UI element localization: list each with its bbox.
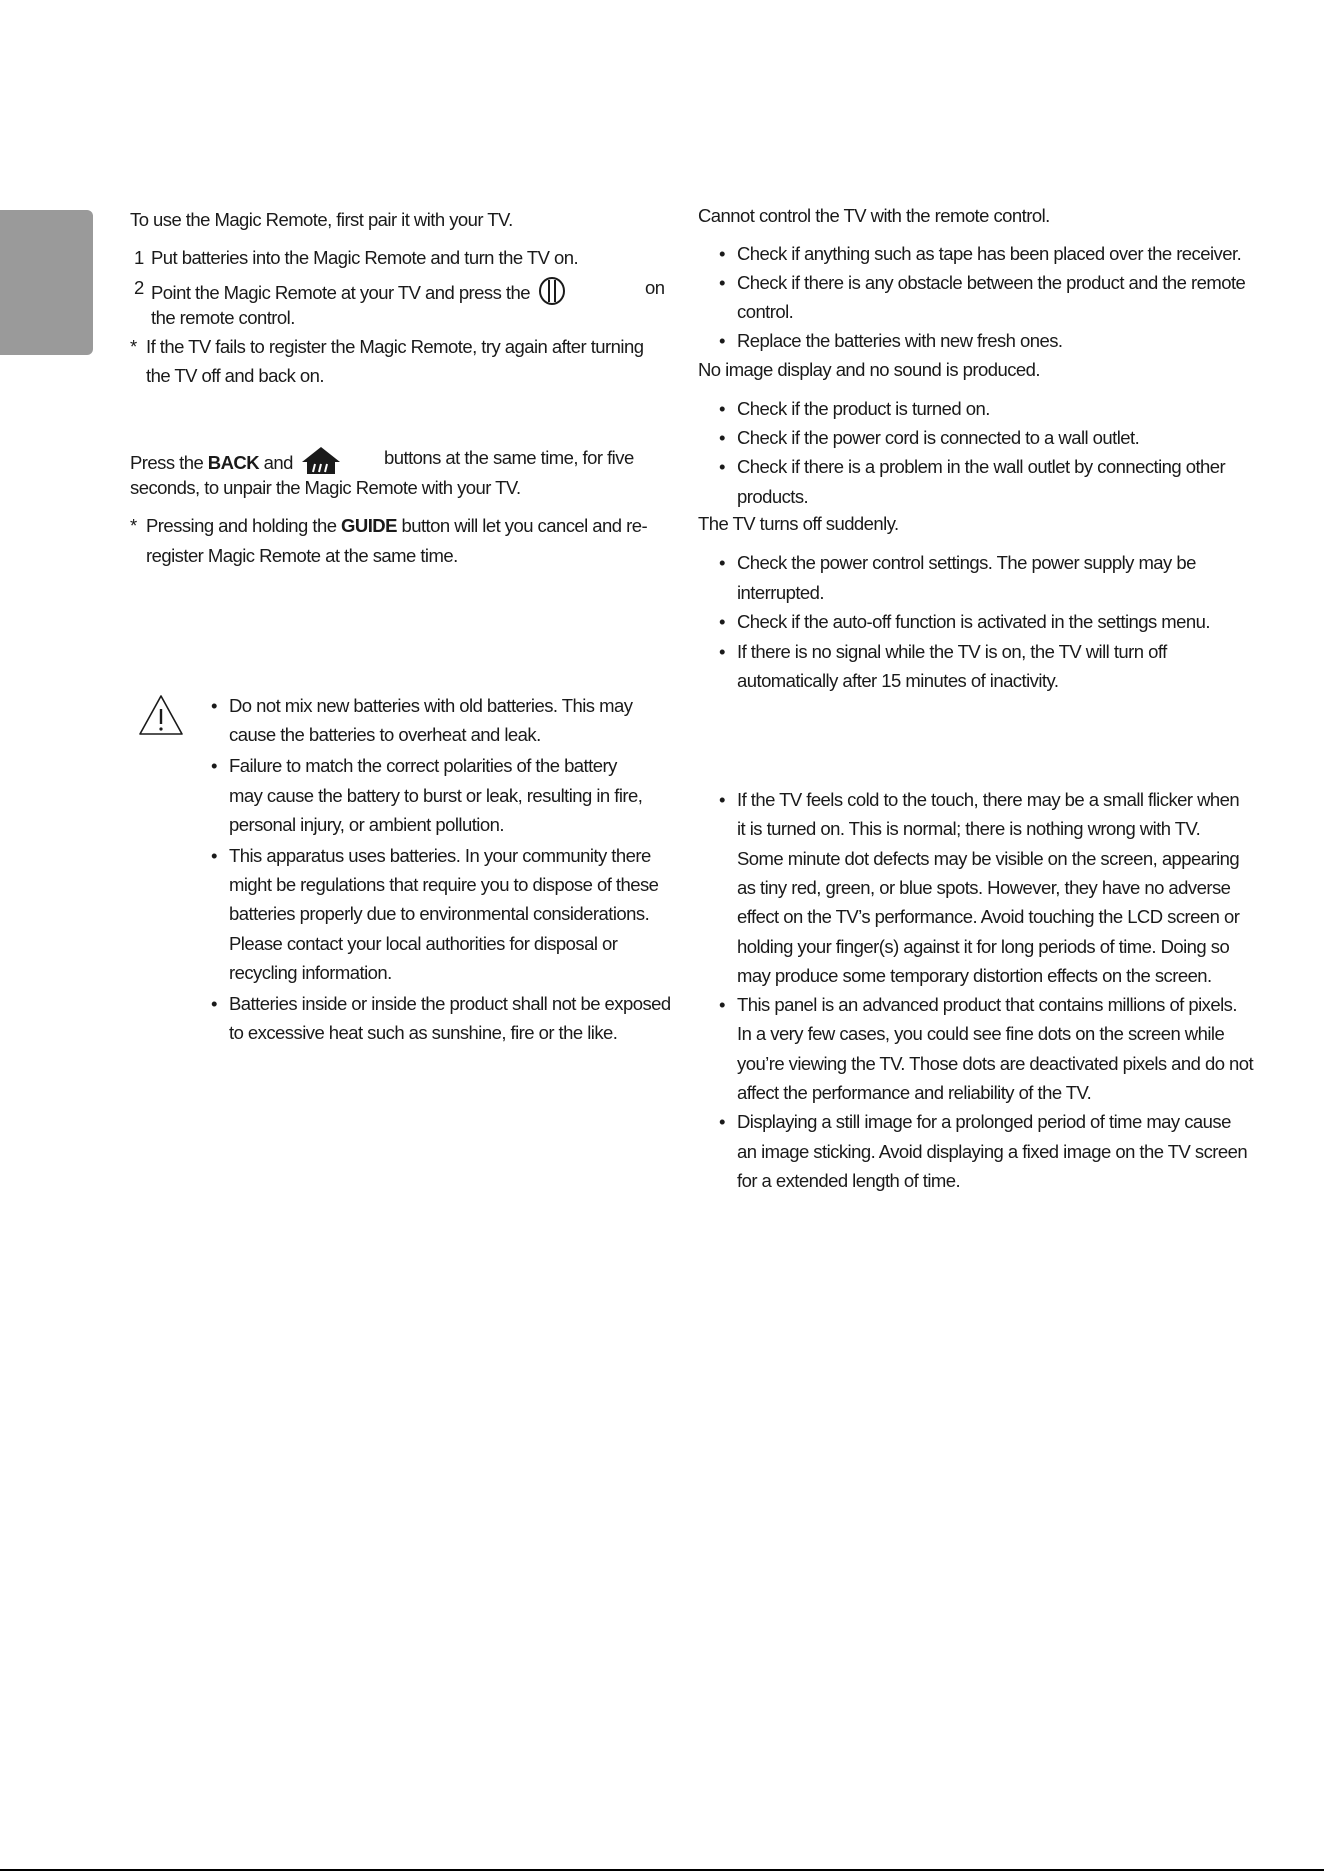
caution-item-text: Batteries inside or inside the product shall not be exposed <box>229 993 671 1014</box>
note-2-mark: * <box>130 515 137 536</box>
no-image-item-text: Check if the product is turned on. <box>737 398 990 419</box>
caution-bullet: • <box>211 993 217 1014</box>
panel-item-text: In a very few cases, you could see fine dots on the screen while <box>737 1023 1225 1045</box>
no-image-bullet: • <box>719 398 725 419</box>
panel-item-text: affect the performance and reliability of the TV. <box>737 1082 1092 1103</box>
step-1-text: Put batteries into the Magic Remote and turn the TV on. <box>151 247 579 268</box>
bottom-rule <box>0 1869 1324 1871</box>
caution-item-text: may cause the battery to burst or leak, resulting in fire, <box>229 784 643 806</box>
step-2-text <box>151 276 567 306</box>
no-image-item-text: products. <box>737 485 809 507</box>
step-2-text-c: the remote control. <box>151 307 295 328</box>
step-1-number: 1 <box>134 247 144 268</box>
side-tab <box>0 210 93 355</box>
turns-off-item-text: interrupted. <box>737 581 824 603</box>
panel-item-text: effect on the TV’s performance. Avoid touching the LCD screen or <box>737 906 1240 928</box>
panel-item-text: Displaying a still image for a prolonged period of time may cause <box>737 1111 1231 1133</box>
turns-off-item-text: If there is no signal while the TV is on, the TV will turn off <box>737 640 1167 662</box>
note-2-line-1 <box>146 514 647 538</box>
turns-off-item-text: automatically after 15 minutes of inactivity. <box>737 670 1059 691</box>
remote-control-item-text: Check if there is any obstacle between the product and the remote <box>737 272 1246 293</box>
caution-item-text: might be regulations that require you to dispose of these <box>229 874 659 896</box>
no-image-item-text: Check if there is a problem in the wall outlet by connecting other <box>737 456 1226 478</box>
unpair-and: and <box>263 452 293 473</box>
power-button-icon <box>537 276 567 306</box>
turns-off-bullet: • <box>719 552 725 573</box>
panel-item-text: This panel is an advanced product that contains millions of pixels. <box>737 994 1237 1016</box>
panel-bullet: • <box>719 994 725 1016</box>
note-2-line-2: register Magic Remote at the same time. <box>146 545 458 566</box>
heading-no-image: No image display and no sound is produced. <box>698 359 1040 380</box>
unpair-press: Press the <box>130 452 204 473</box>
step-2-text-on: on <box>645 277 665 298</box>
pair-intro: To use the Magic Remote, first pair it with your TV. <box>130 209 513 230</box>
no-image-item-text: Check if the power cord is connected to a wall outlet. <box>737 427 1140 449</box>
caution-item-text: Failure to match the correct polarities of the battery <box>229 755 617 777</box>
panel-item-text: for a extended length of time. <box>737 1169 961 1191</box>
caution-item-text: Please contact your local authorities for disposal or <box>229 932 618 954</box>
panel-item-text: an image sticking. Avoid displaying a fixed image on the TV screen <box>737 1140 1248 1162</box>
caution-triangle-icon <box>138 693 184 737</box>
turns-off-bullet: • <box>719 611 725 632</box>
step-2-number: 2 <box>134 277 144 298</box>
heading-turns-off: The TV turns off suddenly. <box>698 513 899 534</box>
panel-item-text: may produce some temporary distortion effects on the screen. <box>737 964 1212 986</box>
remote-control-bullet: • <box>719 243 725 264</box>
turns-off-bullet: • <box>719 640 725 662</box>
panel-bullet: • <box>719 1111 725 1133</box>
panel-item-text: as tiny red, green, or blue spots. However, they have no adverse <box>737 876 1231 898</box>
guide-button-label: GUIDE <box>341 515 397 536</box>
note-1-line-1: If the TV fails to register the Magic Remote, try again after turning <box>146 336 644 357</box>
remote-control-bullet: • <box>719 330 725 351</box>
remote-control-item-text: Check if anything such as tape has been placed over the receiver. <box>737 243 1242 264</box>
note-2-post: button will let you cancel and re- <box>401 515 648 536</box>
no-image-bullet: • <box>719 427 725 449</box>
remote-control-item-text: Replace the batteries with new fresh ones. <box>737 330 1063 351</box>
panel-bullet: • <box>719 789 725 810</box>
remote-control-item-text: control. <box>737 301 794 322</box>
panel-item-text: it is turned on. This is normal; there is nothing wrong with TV. <box>737 818 1201 840</box>
caution-item-text: Do not mix new batteries with old batteries. This may <box>229 695 633 716</box>
caution-bullet: • <box>211 755 217 777</box>
caution-bullet: • <box>211 845 217 866</box>
heading-remote-control: Cannot control the TV with the remote control. <box>698 205 1050 226</box>
caution-item-text: batteries properly due to environmental considerations. <box>229 903 650 925</box>
caution-item-text: cause the batteries to overheat and leak. <box>229 724 541 746</box>
unpair-line-2: seconds, to unpair the Magic Remote with your TV. <box>130 477 521 498</box>
caution-item-text: personal injury, or ambient pollution. <box>229 813 504 835</box>
panel-item-text: Some minute dot defects may be visible on the screen, appearing <box>737 847 1240 869</box>
caution-item-text: recycling information. <box>229 961 392 983</box>
unpair-line-1-rest: buttons at the same time, for five <box>384 447 634 468</box>
panel-item-text: holding your finger(s) against it for long periods of time. Doing so <box>737 935 1230 957</box>
panel-item-text: If the TV feels cold to the touch, there may be a small flicker when <box>737 789 1240 810</box>
step-2-text-a: Point the Magic Remote at your TV and press the <box>151 282 530 303</box>
note-2-pre: Pressing and holding the <box>146 515 337 536</box>
back-button-label: BACK <box>207 452 260 473</box>
caution-item-text: This apparatus uses batteries. In your community there <box>229 845 651 866</box>
turns-off-item-text: Check if the auto-off function is activated in the settings menu. <box>737 611 1210 632</box>
unpair-line-1 <box>130 446 341 476</box>
caution-item-text: to excessive heat such as sunshine, fire or the like. <box>229 1022 618 1044</box>
turns-off-item-text: Check the power control settings. The power supply may be <box>737 552 1196 573</box>
no-image-bullet: • <box>719 456 725 478</box>
caution-bullet: • <box>211 695 217 716</box>
panel-item-text: you’re viewing the TV. Those dots are deactivated pixels and do not <box>737 1052 1254 1074</box>
home-button-icon <box>301 446 341 476</box>
note-1-line-2: the TV off and back on. <box>146 365 324 386</box>
remote-control-bullet: • <box>719 272 725 293</box>
note-1-mark: * <box>130 336 137 357</box>
